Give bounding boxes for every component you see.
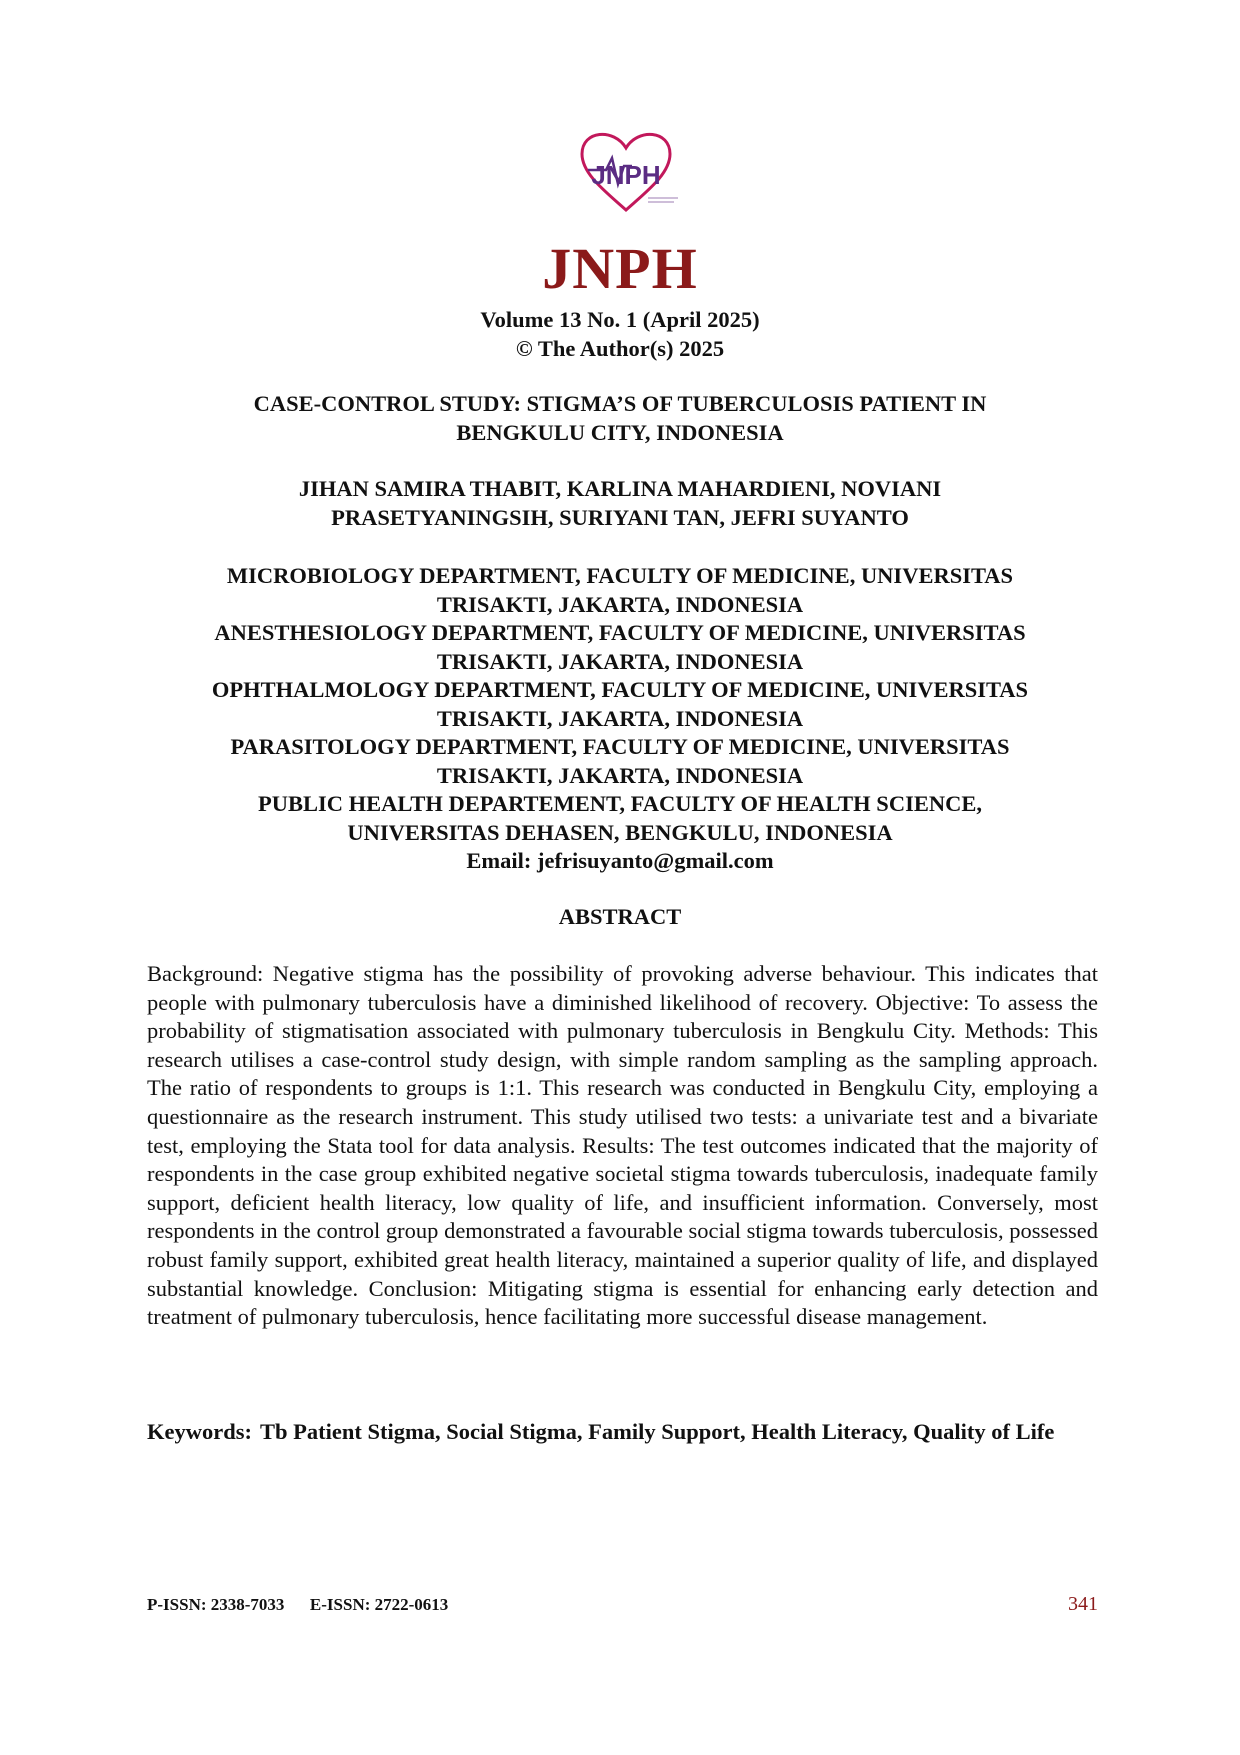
copyright-line: © The Author(s) 2025	[515, 335, 725, 361]
footer-issn	[147, 1594, 448, 1616]
author-line: PRASETYANINGSIH, SURIYANI TAN, JEFRI SUYANTO	[331, 504, 909, 530]
email-line: Email: jefrisuyanto@gmail.com	[466, 848, 774, 873]
affiliation-line: PUBLIC HEALTH DEPARTEMENT, FACULTY OF HEALTH SCIENCE,	[258, 791, 982, 816]
article-title	[150, 390, 1090, 447]
abstract-body: Background: Negative stigma has the possibility of provoking adverse behaviour. This indicates that people with pulmonary tuberculosis have a diminished likelihood of recovery. Objective: To assess the probability of stigmatisation associated with pulmonary tuberculosis in Bengkulu City. Methods: This research utilises a case-control study design, with simple random sampling as the sampling approach. The ratio of respondents to groups is 1:1. This research was conducted in Bengkulu City, employing a questionnaire as the research instrument. This study utilised two tests: a univariate test and a bivariate test, employing the Stata tool for data analysis. Results: The test outcomes indicated that the majority of respondents in the case group exhibited negative societal stigma towards tuberculosis, inadequate family support, deficient health literacy, low quality of life, and insufficient information. Conversely, most respondents in the control group demonstrated a favourable social stigma towards tuberculosis, possessed robust family support, exhibited great health literacy, maintained a superior quality of life, and displayed substantial knowledge. Conclusion: Mitigating stigma is essential for enhancing early detection and treatment of pulmonary tuberculosis, hence facilitating more successful disease management.	[147, 961, 1098, 1330]
affiliation-list	[150, 562, 1090, 876]
affiliation-line: TRISAKTI, JAKARTA, INDONESIA	[436, 591, 804, 617]
author-list	[150, 475, 1090, 532]
keywords-block	[147, 1418, 1098, 1447]
issue-info	[150, 306, 1090, 363]
title-line: BENGKULU CITY, INDONESIA	[456, 419, 784, 445]
heart-pulse-logo-icon	[548, 118, 704, 230]
affiliation-line: TRISAKTI, JAKARTA, INDONESIA	[436, 648, 804, 674]
journal-logo	[548, 118, 704, 230]
affiliation-line: TRISAKTI, JAKARTA, INDONESIA	[436, 705, 804, 731]
keywords-label: Keywords:	[147, 1419, 252, 1444]
logo-text: JNPH	[591, 160, 661, 190]
abstract-heading: ABSTRACT	[558, 904, 682, 929]
title-line: CASE-CONTROL STUDY: STIGMA’S OF TUBERCULOSIS PATIENT IN	[253, 391, 987, 416]
affiliation-line: UNIVERSITAS DEHASEN, BENGKULU, INDONESIA	[347, 819, 893, 845]
affiliation-line: PARASITOLOGY DEPARTMENT, FACULTY OF MEDICINE, UNIVERSITAS	[230, 734, 1010, 759]
author-line: JIHAN SAMIRA THABIT, KARLINA MAHARDIENI, NOVIANI	[298, 476, 942, 501]
p-issn: P-ISSN: 2338-7033	[147, 1595, 285, 1614]
affiliation-line: ANESTHESIOLOGY DEPARTMENT, FACULTY OF MEDICINE, UNIVERSITAS	[214, 620, 1026, 645]
volume-line: Volume 13 No. 1 (April 2025)	[480, 307, 760, 332]
keywords-text: Tb Patient Stigma, Social Stigma, Family Support, Health Literacy, Quality of Life	[260, 1419, 1055, 1444]
affiliation-line: OPHTHALMOLOGY DEPARTMENT, FACULTY OF MEDICINE, UNIVERSITAS	[211, 677, 1029, 702]
affiliation-line: MICROBIOLOGY DEPARTMENT, FACULTY OF MEDICINE, UNIVERSITAS	[226, 563, 1014, 588]
affiliation-line: TRISAKTI, JAKARTA, INDONESIA	[436, 762, 804, 788]
page-number: 341	[1068, 1593, 1098, 1615]
journal-title: JNPH	[542, 236, 698, 301]
e-issn: E-ISSN: 2722-0613	[309, 1595, 449, 1614]
